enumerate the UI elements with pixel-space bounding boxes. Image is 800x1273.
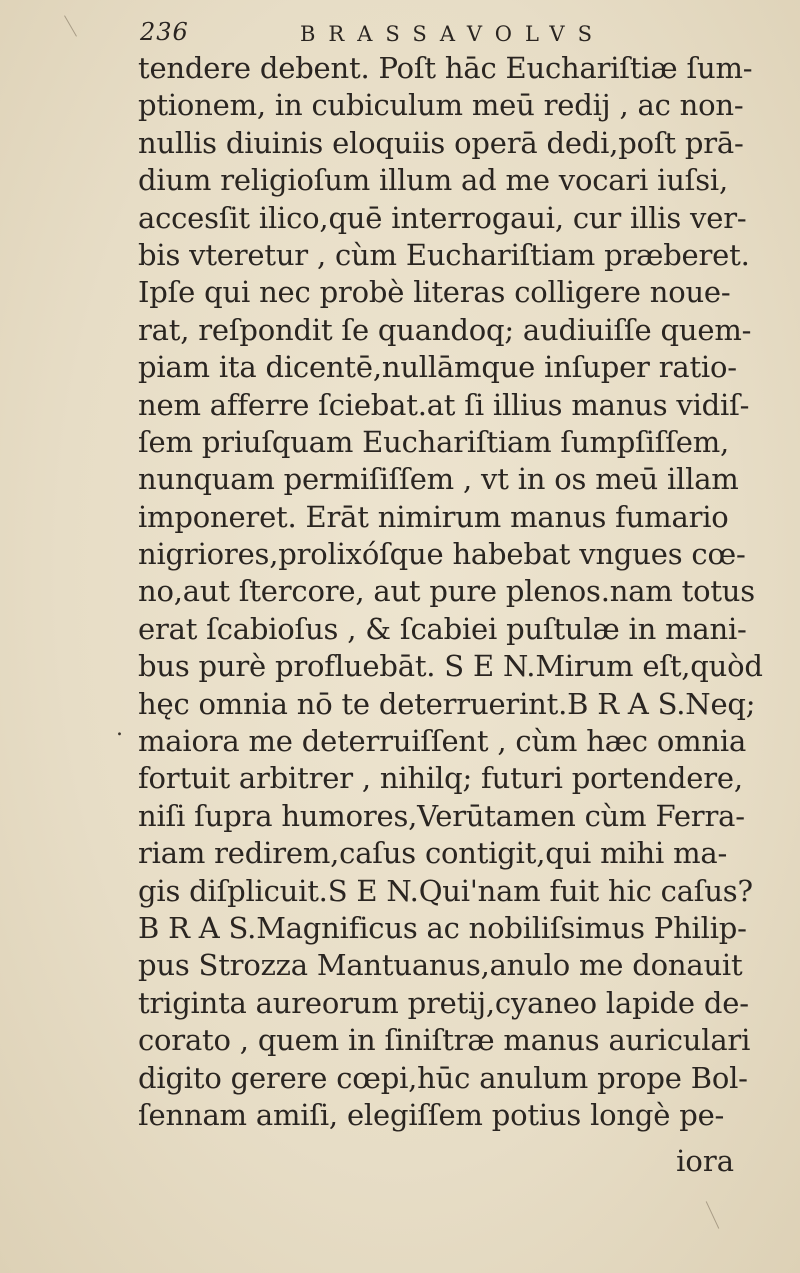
text-line: ſennam amiſi, elegiſſem potius longè pe-	[138, 1097, 725, 1132]
running-head: BRASSAVOLVS	[300, 22, 605, 46]
text-line: nunquam permiſiſſem , vt in os meū illam	[138, 462, 739, 497]
text-line: fortuit arbitrer , nihilq; futuri portendere,	[138, 761, 743, 796]
text-line: erat ſcabioſus , & ſcabiei puſtulæ in mani-	[138, 611, 747, 646]
body-text	[138, 50, 763, 1134]
text-line: niſi ſupra humores,Verūtamen cùm Ferra-	[138, 798, 745, 833]
text-line: bus purè profluebāt. S E N.Mirum eſt,quòd	[138, 649, 763, 684]
text-line: Ipſe qui nec probè literas colligere noue-	[138, 275, 731, 310]
page-number: 236	[140, 18, 189, 46]
text-line: rat, reſpondit ſe quandoq; audiuiſſe quem-	[138, 312, 752, 347]
text-line: B R A S.Magnificus ac nobiliſsimus Philip-	[138, 910, 747, 945]
margin-dot: .	[116, 716, 123, 741]
text-line: pus Strozza Mantuanus,anulo me donauit	[138, 948, 743, 983]
text-line: ptionem, in cubiculum meū redij , ac non-	[138, 88, 744, 123]
text-line: tendere debent. Poſt hāc Euchariſtiæ ſum-	[138, 51, 753, 85]
text-line: riam redirem,caſus contigit,qui mihi ma-	[138, 836, 728, 871]
text-line: maiora me deterruiſſent , cùm hæc omnia	[138, 724, 747, 759]
text-line: dium religioſum illum ad me vocari iuſsi,	[138, 163, 728, 198]
text-line: digito gerere cœpi,hūc anulum prope Bol-	[138, 1060, 748, 1095]
text-line: gis diſplicuit.S E N.Qui'nam fuit hic caſus?	[138, 873, 753, 908]
text-line: nullis diuinis eloquiis operā dedi,poſt prā-	[138, 125, 744, 160]
text-line: bis vteretur , cùm Euchariſtiam præberet.	[138, 237, 750, 272]
text-line: corato , quem in ſiniſtræ manus auriculari	[138, 1023, 751, 1058]
text-line: ſem priuſquam Euchariſtiam ſumpſiſſem,	[138, 424, 730, 459]
text-line: piam ita dicentē,nullāmque inſuper ratio-	[138, 350, 737, 385]
catchword: iora	[676, 1144, 734, 1178]
paper-crease-mark	[706, 1201, 720, 1229]
text-line: hęc omnia nō te deterruerint.B R A S.Neq;	[138, 686, 756, 721]
text-line: imponeret. Erāt nimirum manus fumario	[138, 499, 729, 534]
page-header	[140, 16, 660, 52]
text-line: triginta aureorum pretij,cyaneo lapide de-	[138, 985, 749, 1020]
text-line: accesſit ilico,quē interrogaui, cur illis ver-	[138, 200, 747, 235]
paper-crease-mark	[64, 15, 77, 36]
text-line: nigriores,prolixóſque habebat vngues cœ-	[138, 537, 746, 572]
text-line: nem afferre ſciebat.at ſi illius manus vidiſ-	[138, 387, 750, 422]
text-line: no,aut ſtercore, aut pure plenos.nam totus	[138, 574, 755, 609]
catchword-row	[138, 1143, 734, 1180]
